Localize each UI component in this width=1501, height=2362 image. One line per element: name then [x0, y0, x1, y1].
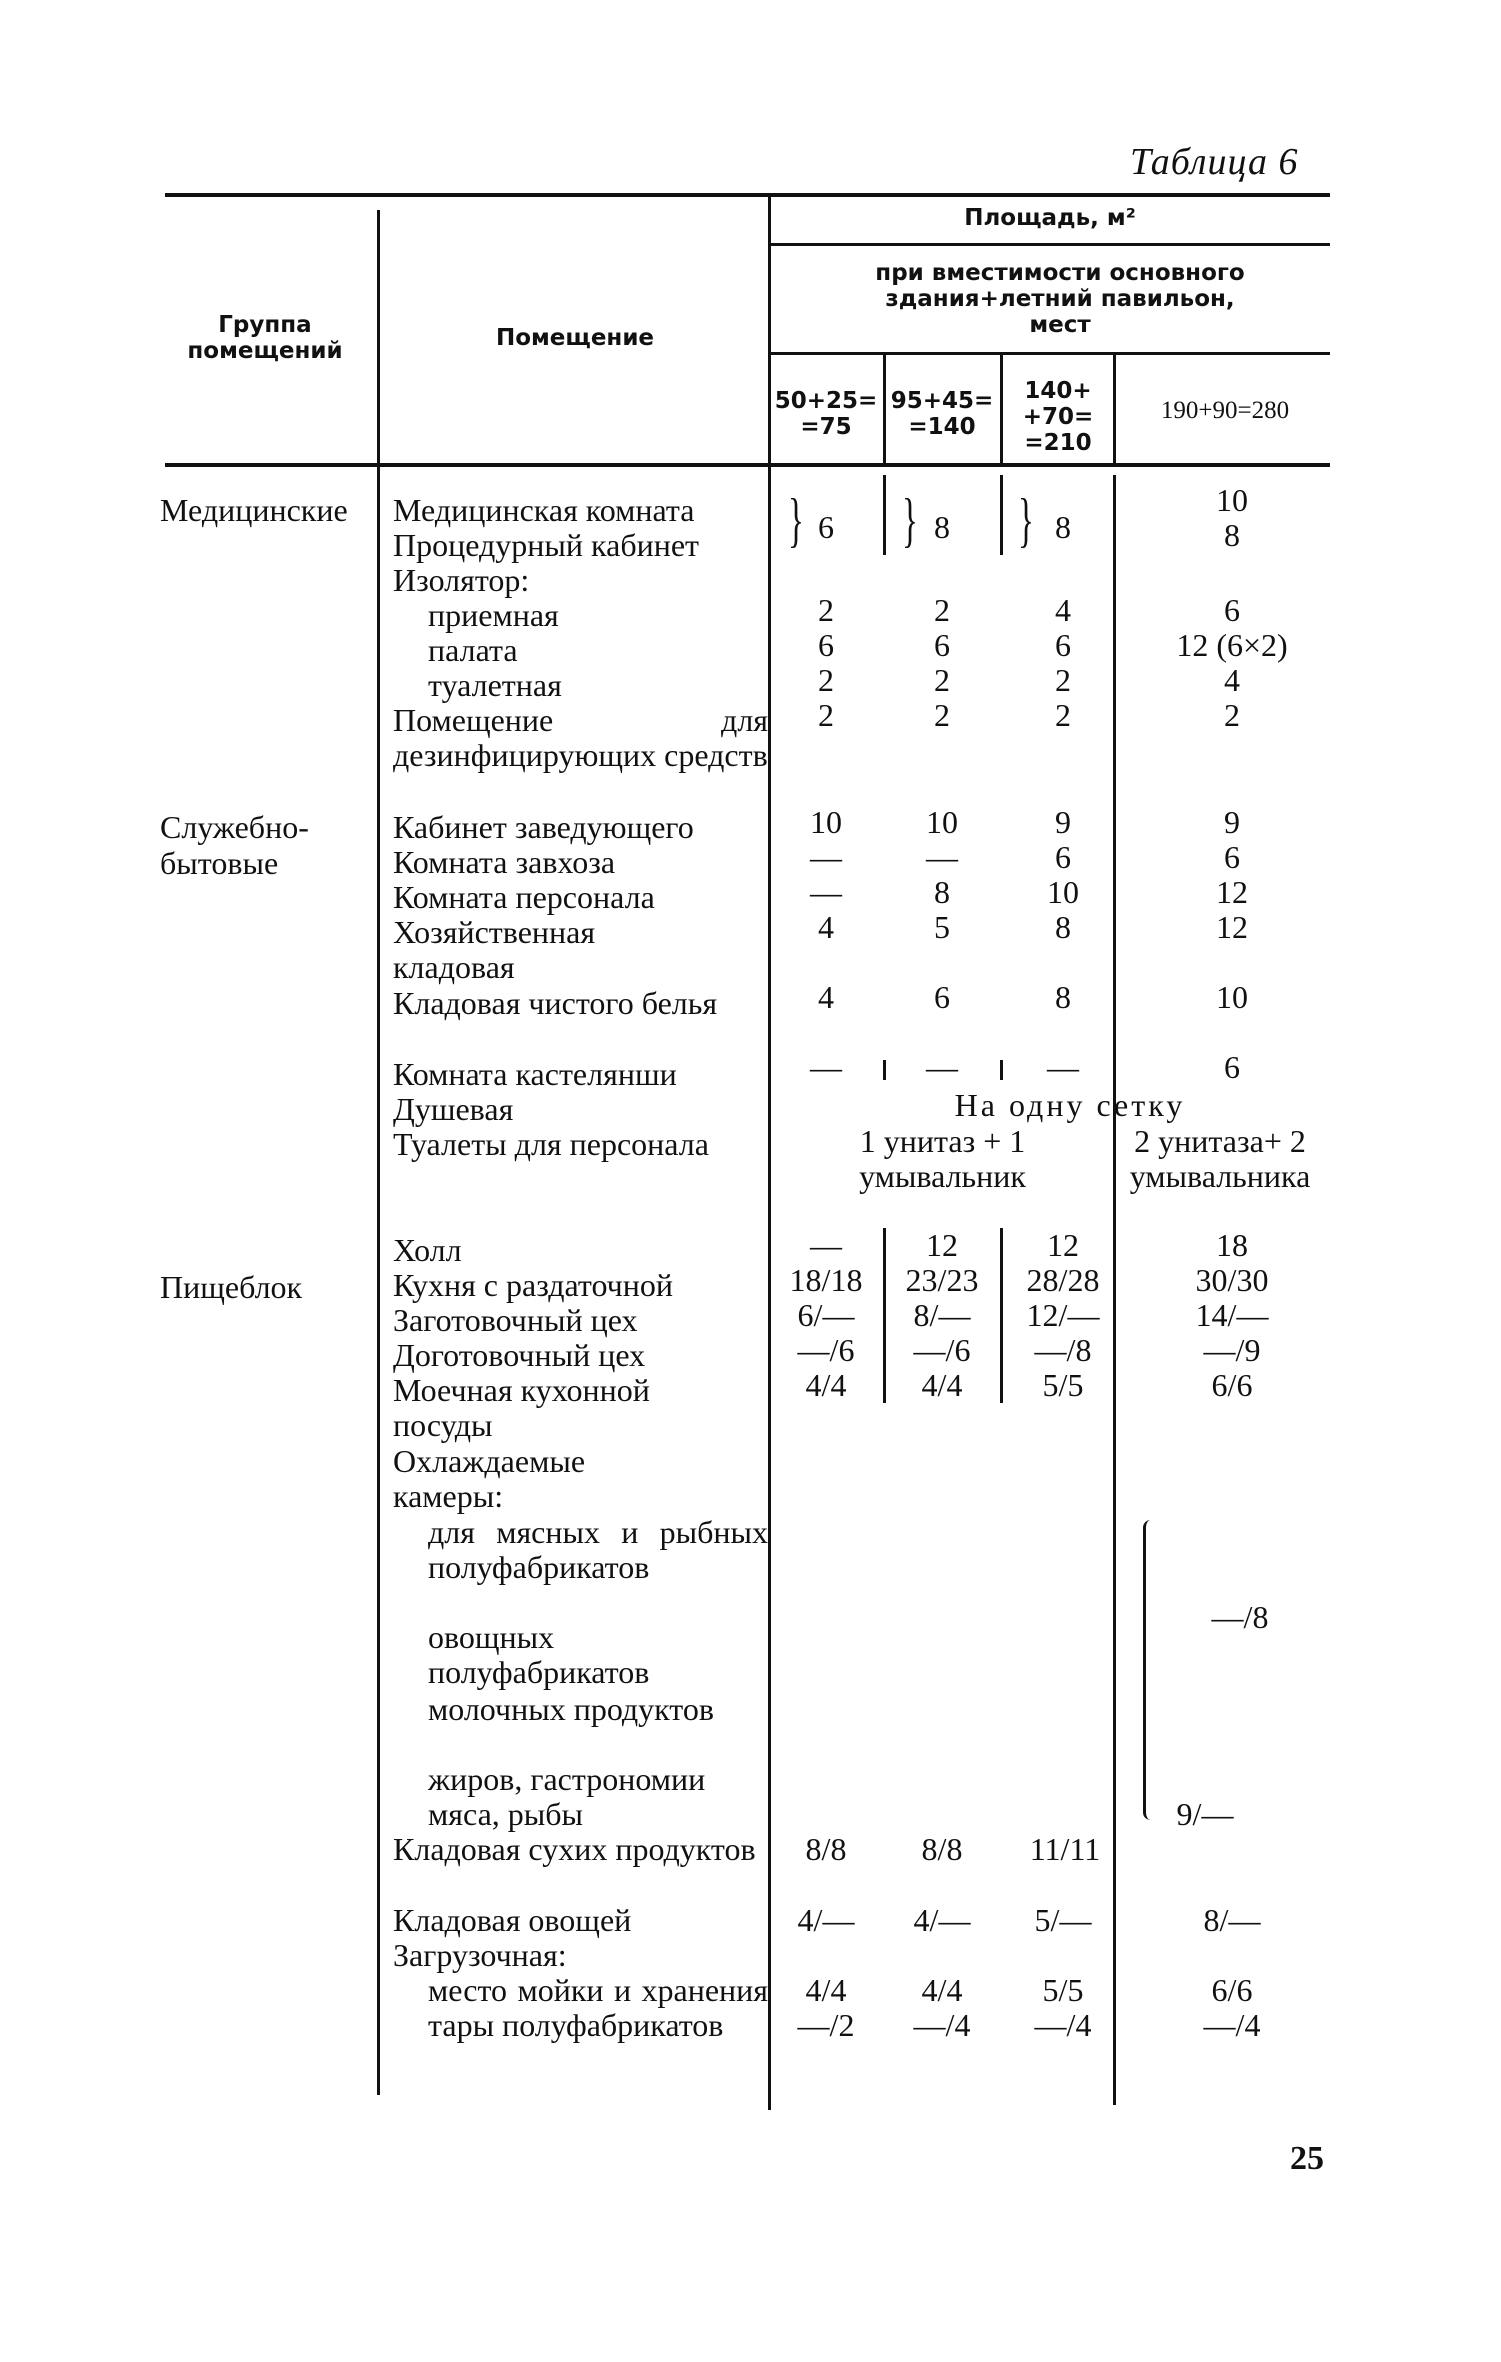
room-name: Изолятор:: [393, 562, 530, 598]
room-name: приемная: [428, 597, 559, 633]
col-divider-room: [768, 197, 771, 2110]
cell-value: 8/—: [1203, 1902, 1261, 1938]
cell-value: 6: [1055, 627, 1071, 663]
cell-value: —: [1047, 1049, 1079, 1085]
cell-value: —: [810, 1227, 842, 1263]
header-capacity: при вместимости основного здания+летний павильон, мест: [875, 260, 1245, 338]
col-divider-1-body-c: [883, 1228, 886, 1403]
header-col-4: 190+90=280: [1160, 397, 1290, 424]
cell-value: 8: [1224, 517, 1240, 553]
cell-value: 2: [1055, 662, 1071, 698]
cell-value: 6: [934, 627, 950, 663]
cell-value: 14/—: [1195, 1297, 1269, 1333]
cell-value: —/6: [913, 1332, 971, 1368]
room-name: Комната завхоза: [393, 844, 616, 880]
col-divider-1-body-a: [883, 475, 886, 555]
header-group: Группа помещений: [187, 312, 343, 364]
cell-span-shower: На одну сетку: [954, 1087, 1186, 1123]
cell-value: 6: [1224, 839, 1240, 875]
cell-value: 6: [818, 509, 834, 545]
cell-value: 8: [1055, 909, 1071, 945]
room-name: Загрузочная:: [393, 1937, 567, 1973]
room-name: Туалеты для персонала: [393, 1126, 709, 1162]
cell-value: 8: [934, 874, 950, 910]
cell-value: 2: [1224, 697, 1240, 733]
cell-value: 2: [934, 697, 950, 733]
cell-value: 5/—: [1034, 1902, 1092, 1938]
col-divider-3: [1113, 355, 1116, 465]
cell-value: 6/6: [1211, 1367, 1253, 1403]
cell-value: 12: [1047, 1227, 1079, 1263]
cell-value: 2: [1055, 697, 1071, 733]
room-name: Холл: [393, 1232, 462, 1268]
col-divider-2-body-c: [1000, 1228, 1003, 1403]
room-name: для мясных и рыбных полуфабрикатов: [428, 1514, 768, 1585]
cell-value: 4/4: [921, 1972, 963, 2008]
group-medical: Медицинские: [160, 492, 348, 528]
table-caption: Таблица 6: [1130, 141, 1299, 183]
cell-value: —: [810, 1049, 842, 1085]
header-col-1: 50+25= =75: [774, 388, 878, 440]
cell-value: 12: [926, 1227, 958, 1263]
cell-value: 11/11: [1029, 1831, 1101, 1867]
col-divider-1-body-b: [883, 1060, 886, 1080]
room-name: Комната персонала: [393, 879, 655, 915]
cell-value: 6: [1224, 1049, 1240, 1085]
cell-value: 6/6: [1211, 1972, 1253, 2008]
area-rule: [768, 243, 1330, 246]
room-name: молочных продуктов: [428, 1691, 714, 1727]
cell-value: 6/—: [797, 1297, 855, 1333]
room-name: Хозяйственная кладовая: [393, 914, 596, 985]
col-divider-1: [883, 355, 886, 465]
cell-value: 30/30: [1195, 1262, 1269, 1298]
cell-value: —/9: [1203, 1332, 1261, 1368]
brace-mark: }: [1018, 487, 1034, 553]
brace-mark: }: [788, 487, 804, 553]
cell-value: 5/5: [1042, 1972, 1084, 2008]
brace-mark: [1143, 1520, 1158, 1820]
cell-value: 10: [1216, 482, 1248, 518]
cell-value: 6: [818, 627, 834, 663]
room-name: Моечная кухонной посуды: [393, 1372, 650, 1443]
cell-value: 6: [1224, 592, 1240, 628]
cell-value: 4: [1055, 592, 1071, 628]
cell-value: 18: [1216, 1227, 1248, 1263]
room-name: туалетная: [428, 667, 562, 703]
cell-value: 12/—: [1026, 1297, 1100, 1333]
cell-value: 18/18: [789, 1262, 863, 1298]
col-divider-2-body-a: [1000, 475, 1003, 555]
cell-value: —/8: [1034, 1332, 1092, 1368]
room-name: жиров, гастрономии мяса, рыбы: [428, 1761, 706, 1832]
cell-value: 6: [1055, 839, 1071, 875]
group-service-2: бытовые: [160, 845, 279, 881]
cell-value: 12: [1216, 874, 1248, 910]
group-service-1: Служебно-: [160, 809, 309, 845]
cell-value: 10: [926, 804, 958, 840]
cell-value: 5/5: [1042, 1367, 1084, 1403]
cell-span-toilets-large: 2 унитаза+ 2 умывальника: [1129, 1123, 1311, 1194]
room-name: место мойки и хранения тары полуфабрикатов: [428, 1972, 768, 2043]
cell-value: 4/—: [913, 1902, 971, 1938]
cell-value: 8/8: [805, 1831, 847, 1867]
cell-value: 8/—: [913, 1297, 971, 1333]
room-name: Душевая: [393, 1091, 514, 1127]
cell-value: 5: [934, 909, 950, 945]
cell-value: 8/8: [921, 1831, 963, 1867]
room-name: Комната кастелянши: [393, 1056, 677, 1092]
cell-value: 4: [818, 909, 834, 945]
cell-value: 8: [1055, 509, 1071, 545]
room-name: Заготовочный цех: [393, 1302, 638, 1338]
cell-value: —/8: [1211, 1599, 1269, 1635]
cell-value: 2: [934, 662, 950, 698]
cell-span-toilets-small: 1 унитаз + 1 умывальник: [859, 1123, 1026, 1194]
room-name: Медицинская комната: [393, 492, 695, 528]
header-room: Помещение: [495, 325, 655, 351]
cell-value: 2: [818, 592, 834, 628]
cell-value: 4/4: [805, 1972, 847, 2008]
top-rule: [165, 193, 1330, 197]
page-number: 25: [1290, 2140, 1324, 2177]
cell-value: —/4: [913, 2007, 971, 2043]
cell-value: —: [926, 1049, 958, 1085]
cell-value: 8: [1055, 979, 1071, 1015]
cell-value: 4/—: [797, 1902, 855, 1938]
col-divider-group: [377, 210, 380, 2095]
header-col-3: 140+ +70= =210: [1022, 378, 1094, 456]
cell-value: 4: [818, 979, 834, 1015]
room-name: овощных полуфабрикатов: [428, 1619, 650, 1690]
room-name: Кабинет заведующего: [393, 809, 694, 845]
room-name: Кладовая сухих продуктов: [393, 1831, 756, 1867]
cell-value: 4/4: [805, 1367, 847, 1403]
cell-value: —: [926, 839, 958, 875]
cell-value: —/2: [797, 2007, 855, 2043]
cell-value: 9: [1055, 804, 1071, 840]
cell-value: —/4: [1203, 2007, 1261, 2043]
header-area: Площадь, м²: [964, 205, 1136, 231]
room-name: Охлаждаемые камеры:: [393, 1443, 586, 1514]
cell-value: 2: [818, 697, 834, 733]
room-name: Доготовочный цех: [393, 1337, 646, 1373]
cell-value: —/6: [797, 1332, 855, 1368]
room-name: палата: [428, 632, 518, 668]
cell-value: 10: [1047, 874, 1079, 910]
cell-value: 8: [934, 509, 950, 545]
cell-value: 10: [1216, 979, 1248, 1015]
cell-value: —/4: [1034, 2007, 1092, 2043]
cell-value: 12: [1216, 909, 1248, 945]
group-catering: Пищеблок: [160, 1269, 303, 1305]
room-name: Процедурный кабинет: [393, 527, 700, 563]
room-name: Кладовая чистого белья: [393, 985, 718, 1021]
col-divider-2: [1000, 355, 1003, 465]
cell-value: 9: [1224, 804, 1240, 840]
brace-mark: }: [902, 487, 918, 553]
header-col-2: 95+45= =140: [890, 388, 994, 440]
header-bottom-rule: [165, 463, 1330, 467]
cell-value: 12 (6×2): [1176, 627, 1288, 663]
cell-value: —: [810, 874, 842, 910]
room-name: Кладовая овощей: [393, 1902, 632, 1938]
col-divider-2-body-b: [1000, 1060, 1003, 1080]
cell-value: 28/28: [1026, 1262, 1100, 1298]
cell-value: 4: [1224, 662, 1240, 698]
cell-value: 9/—: [1176, 1796, 1234, 1832]
cell-value: —: [810, 839, 842, 875]
cell-value: 6: [934, 979, 950, 1015]
cell-value: 10: [810, 804, 842, 840]
room-name: Кухня с раздаточной: [393, 1267, 673, 1303]
cell-value: 2: [818, 662, 834, 698]
cell-value: 23/23: [905, 1262, 979, 1298]
cell-value: 4/4: [921, 1367, 963, 1403]
room-name: Помещение для дезинфицирующих средств: [393, 702, 768, 773]
cell-value: 2: [934, 592, 950, 628]
capacity-rule: [768, 352, 1330, 355]
